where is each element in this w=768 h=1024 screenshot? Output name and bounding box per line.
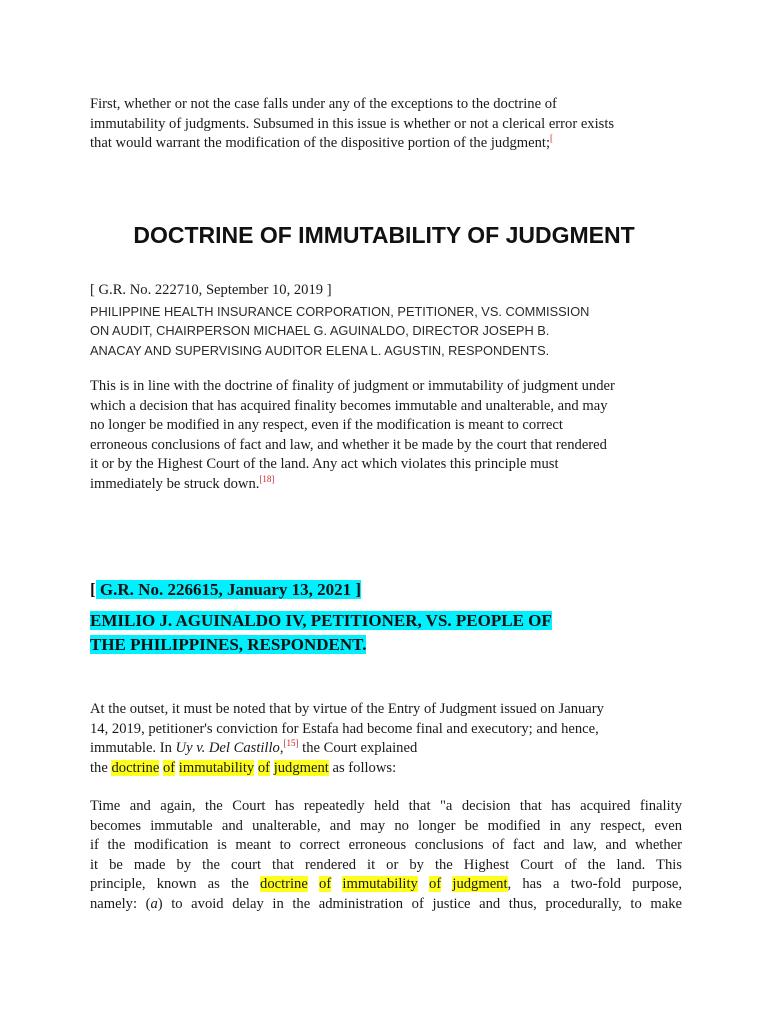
case2-outset-paragraph <box>90 700 682 778</box>
footnote-ref[interactable]: [18] <box>259 474 275 485</box>
highlighted-parties: EMILIO J. AGUINALDO IV, PETITIONER, VS. PEOPLE OF <box>90 611 552 630</box>
intro-line: First, whether or not the case falls under any of the exceptions to the doctrine of <box>90 96 557 112</box>
text-segment: principle, known as the <box>90 876 261 893</box>
highlight-term: judgment <box>452 876 508 893</box>
quote-line: becomes immutable and unalterable, and may no longer be modified in any respect, even <box>90 817 682 834</box>
list-marker: a <box>150 895 158 912</box>
body-line: no longer be modified in any respect, even if the modification is meant to correct <box>90 417 563 434</box>
text-segment: ) to avoid delay in the administration of justice and thus, procedurally, to make <box>157 895 682 912</box>
parties-line <box>90 609 682 633</box>
text-segment: as follows: <box>328 759 397 776</box>
intro-line: immutability of judgments. Subsumed in this issue is whether or not a clerical error exists <box>90 115 615 132</box>
text-segment: the Court explained <box>298 740 418 757</box>
text-segment: , <box>279 740 284 757</box>
body-line <box>90 475 682 495</box>
text-segment: , has a two-fold purpose, <box>507 876 683 893</box>
quote-line: Time and again, the Court has repeatedly held that "a decision that has acquired finality <box>90 798 682 814</box>
body-line: which a decision that has acquired finality becomes immutable and unalterable, and may <box>90 397 608 414</box>
text-segment: namely: ( <box>90 895 151 912</box>
parties-line <box>90 633 682 657</box>
body-line: it or by the Highest Court of the land. Any act which violates this principle must <box>90 456 559 473</box>
highlight-term: judgment <box>273 759 329 776</box>
case1-parties <box>90 302 682 360</box>
highlight-term: immutability <box>342 876 418 893</box>
body-line <box>90 759 682 779</box>
intro-line <box>90 134 682 154</box>
intro-line-text: that would warrant the modification of the dispositive portion of the judgment; <box>90 135 551 152</box>
footnote-ref[interactable]: [ <box>550 133 554 144</box>
highlight-term: doctrine <box>111 759 160 776</box>
body-line-text: immediately be struck down. <box>90 475 260 492</box>
text-segment: immutable. In <box>90 740 176 757</box>
highlighted-parties: THE PHILIPPINES, RESPONDENT. <box>90 634 367 654</box>
quote-line <box>90 895 682 915</box>
body-line <box>90 739 682 759</box>
highlight-term: immutability <box>178 759 255 776</box>
body-line: At the outset, it must be noted that by virtue of the Entry of Judgment issued on January <box>90 701 604 717</box>
case2-quote-paragraph <box>90 797 682 915</box>
highlight-term: of <box>319 876 332 893</box>
parties-line: ON AUDIT, CHAIRPERSON MICHAEL G. AGUINALDO, DIRECTOR JOSEPH B. <box>90 323 550 339</box>
highlight-term: of <box>257 759 271 776</box>
footnote-ref[interactable]: [15] <box>283 738 299 749</box>
page-title: DOCTRINE OF IMMUTABILITY OF JUDGMENT <box>133 222 635 248</box>
body-line: This is in line with the doctrine of finality of judgment or immutability of judgment under <box>90 378 615 394</box>
quote-line: if the modification is meant to correct erroneous conclusions of fact and law, and whether <box>90 837 682 854</box>
case-name: Uy v. Del Castillo <box>175 740 280 757</box>
text-segment: the <box>90 759 112 776</box>
quote-line <box>90 875 682 895</box>
case1-body <box>90 377 682 495</box>
case2-parties <box>90 609 682 656</box>
highlighted-reference: G.R. No. 226615, January 13, 2021 ] <box>95 580 362 599</box>
quote-line: it be made by the court that rendered it or by the Highest Court of the land. This <box>90 856 682 873</box>
case1-reference: [ G.R. No. 222710, September 10, 2019 ] <box>90 282 332 298</box>
parties-line: PHILIPPINE HEALTH INSURANCE CORPORATION, PETITIONER, VS. COMMISSION <box>90 304 590 319</box>
body-line: erroneous conclusions of fact and law, and whether it be made by the court that rendered <box>90 436 607 453</box>
body-line: 14, 2019, petitioner's conviction for Estafa had become final and executory; and hence, <box>90 720 599 737</box>
case2-reference <box>90 579 682 601</box>
highlight-term: of <box>429 876 442 893</box>
intro-paragraph <box>90 95 682 154</box>
highlight-term: doctrine <box>260 876 308 893</box>
bracket-open: [ <box>90 580 96 599</box>
parties-line: ANACAY AND SUPERVISING AUDITOR ELENA L. AGUSTIN, RESPONDENTS. <box>90 342 550 358</box>
highlight-term: of <box>162 759 176 776</box>
